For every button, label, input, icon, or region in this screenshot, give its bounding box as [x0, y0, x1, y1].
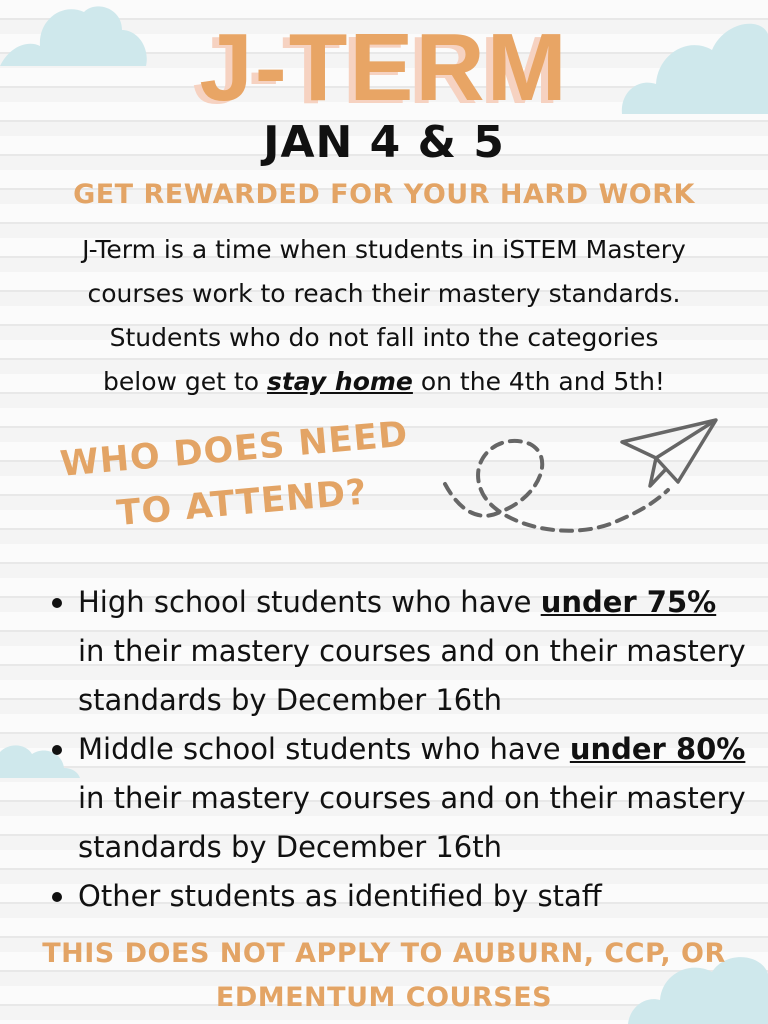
heading-line: TO ATTEND? [115, 472, 369, 535]
bullet [52, 892, 62, 902]
criteria-text: in their mastery courses and on their mastery standards by December 16th [78, 781, 746, 864]
criteria-emphasis: under 80% [569, 732, 746, 766]
list-item [0, 578, 768, 725]
intro-line [10, 360, 758, 404]
criteria-list [0, 578, 768, 921]
intro-line: Students who do not fall into the categories [109, 323, 659, 352]
subtitle: GET REWARDED FOR YOUR HARD WORK [73, 179, 695, 210]
criteria-text: High school students who have [78, 585, 541, 619]
intro-line: courses work to reach their mastery standards. [87, 279, 681, 308]
bullet [52, 745, 62, 755]
section-heading [58, 408, 415, 546]
intro-line: J-Term is a time when students in iSTEM Mastery [82, 235, 686, 264]
page-title: J-TERM [199, 14, 569, 121]
list-item [0, 725, 768, 872]
list-item [0, 872, 768, 921]
criteria-text: Middle school students who have [78, 732, 570, 766]
criteria-text: in their mastery courses and on their mastery standards by December 16th [78, 634, 746, 717]
bullet [52, 598, 62, 608]
intro-text: on the 4th and 5th! [412, 367, 665, 396]
heading-line: WHO DOES NEED [58, 414, 410, 485]
footer-line: THIS DOES NOT APPLY TO AUBURN, CCP, OR [42, 938, 726, 969]
footer-note [0, 932, 768, 1020]
footer-line: EDMENTUM COURSES [215, 982, 553, 1013]
intro-paragraph [10, 228, 758, 404]
criteria-text: Other students as identified by staff [78, 879, 602, 913]
paper-airplane-icon [440, 412, 725, 542]
intro-text: below get to [103, 367, 267, 396]
event-date: JAN 4 & 5 [263, 117, 505, 168]
title-container [0, 14, 768, 121]
stay-home-emphasis: stay home [266, 367, 413, 396]
criteria-emphasis: under 75% [540, 585, 717, 619]
